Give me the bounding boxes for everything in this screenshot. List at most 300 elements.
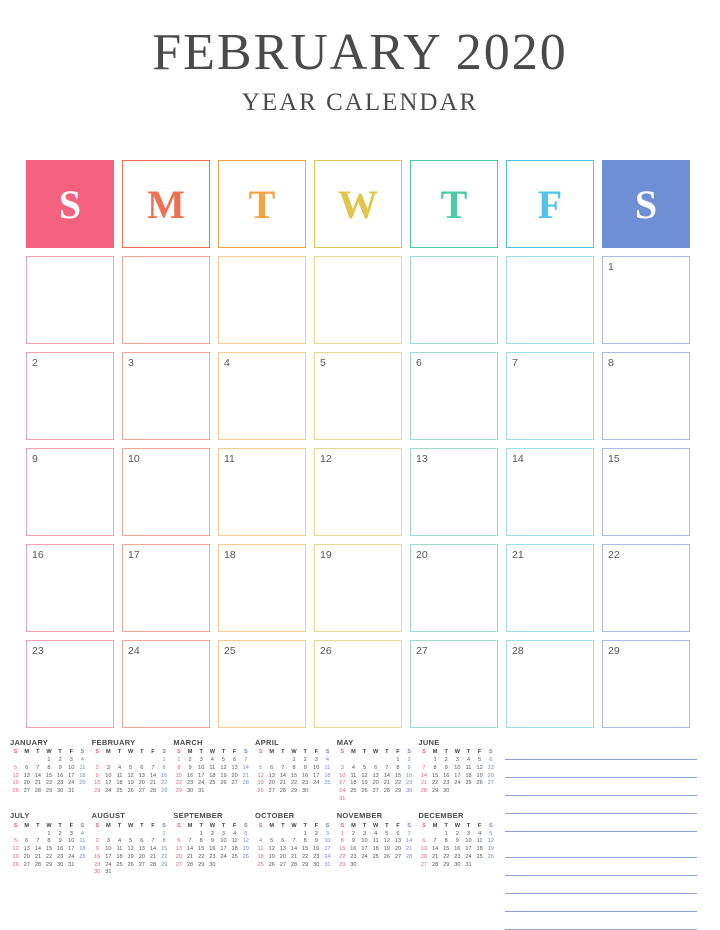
mini-day-30: 30: [443, 788, 450, 795]
mini-day-3: 3: [106, 838, 110, 845]
mini-weekday-header: T: [221, 822, 226, 829]
notes-group-two: [505, 840, 697, 930]
day-cell-14[interactable]: [506, 448, 594, 536]
mini-day-16: 16: [350, 846, 357, 853]
mini-day-19: 19: [487, 846, 494, 853]
mini-weekday-header: S: [258, 749, 263, 756]
mini-day-14: 14: [149, 846, 157, 853]
mini-day-30: 30: [57, 788, 64, 795]
mini-weekday-header: F: [314, 749, 318, 756]
month-grid: [26, 160, 694, 736]
day-cell-10[interactable]: [122, 448, 210, 536]
mini-weekday-header: S: [80, 822, 85, 829]
mini-month-table: [10, 749, 88, 796]
mini-weekday-header: W: [128, 749, 134, 756]
mini-weekday-header: S: [422, 749, 426, 756]
note-line[interactable]: [505, 778, 697, 796]
mini-day-17: 17: [313, 772, 320, 779]
mini-day-18: 18: [231, 846, 238, 853]
mini-day-9: 9: [188, 764, 192, 771]
day-cell-15[interactable]: [602, 448, 690, 536]
mini-day-11: 11: [372, 838, 379, 845]
mini-day-1: 1: [177, 757, 181, 764]
note-line[interactable]: [505, 796, 697, 814]
mini-day-empty: [125, 869, 136, 877]
mini-weekday-header: S: [95, 749, 100, 756]
day-number: 4: [224, 357, 230, 369]
mini-day-15: 15: [160, 846, 168, 853]
mini-day-15: 15: [175, 772, 183, 779]
mini-month-title: MAY: [336, 738, 354, 747]
mini-day-4: 4: [466, 757, 471, 764]
mini-day-31: 31: [68, 788, 75, 795]
mini-day-7: 7: [385, 764, 389, 771]
mini-day-7: 7: [36, 764, 40, 771]
mini-day-empty: [77, 861, 88, 869]
mini-day-3: 3: [466, 830, 471, 837]
day-cell-20[interactable]: [410, 544, 498, 632]
mini-day-13: 13: [175, 846, 183, 853]
mini-day-8: 8: [162, 838, 166, 845]
mini-day-empty: [103, 830, 114, 838]
day-cell-5[interactable]: [314, 352, 402, 440]
mini-week-row: [173, 765, 251, 773]
mini-day-30: 30: [57, 861, 64, 868]
mini-day-25: 25: [116, 861, 123, 868]
mini-day-18: 18: [209, 772, 216, 779]
day-cell-25[interactable]: [218, 640, 306, 728]
mini-day-1: 1: [47, 757, 51, 764]
mini-week-row: [337, 772, 415, 780]
mini-month-title: FEBRUARY: [91, 738, 136, 747]
mini-day-empty: [218, 861, 229, 869]
mini-day-27: 27: [138, 861, 145, 868]
day-number: 16: [32, 549, 44, 561]
mini-weekday-header: S: [407, 822, 411, 829]
mini-weekday-header: M: [351, 749, 356, 756]
mini-day-27: 27: [420, 861, 428, 868]
mini-day-9: 9: [58, 764, 62, 771]
weekday-header-thursday: T: [410, 160, 498, 248]
mini-day-empty: [229, 861, 240, 869]
mini-weekday-header: M: [269, 749, 275, 756]
mini-day-22: 22: [443, 853, 450, 860]
mini-day-7: 7: [151, 764, 155, 771]
note-line[interactable]: [505, 742, 697, 760]
mini-day-12: 12: [487, 838, 494, 845]
mini-day-14: 14: [34, 846, 41, 853]
mini-day-16: 16: [186, 772, 194, 779]
day-cell-empty[interactable]: [26, 256, 114, 344]
weekday-header-tuesday: T: [218, 160, 306, 248]
mini-week-row: [255, 765, 333, 773]
note-line[interactable]: [505, 840, 697, 858]
mini-day-empty: [359, 861, 370, 869]
mini-weekday-header: S: [325, 822, 330, 829]
day-cell-28[interactable]: [506, 640, 594, 728]
mini-month-table: [337, 749, 415, 803]
mini-months-section: [10, 738, 500, 877]
mini-week-row: [92, 830, 170, 838]
mini-day-9: 9: [303, 764, 307, 771]
mini-week-row: [92, 853, 170, 861]
mini-week-row: [337, 853, 415, 861]
mini-day-empty: [114, 757, 125, 765]
mini-month-december: [418, 811, 498, 876]
mini-weekday-header: W: [373, 749, 379, 756]
mini-day-29: 29: [45, 788, 53, 795]
mini-day-9: 9: [314, 838, 318, 845]
mini-day-11: 11: [324, 764, 331, 771]
mini-day-28: 28: [405, 853, 413, 860]
mini-day-24: 24: [361, 853, 368, 860]
mini-day-empty: [229, 788, 240, 796]
mini-month-header-row: [10, 749, 88, 757]
mini-day-8: 8: [47, 838, 51, 845]
mini-day-6: 6: [396, 830, 400, 837]
mini-day-22: 22: [431, 780, 439, 787]
mini-month-header-row: [173, 749, 251, 757]
mini-day-26: 26: [476, 780, 483, 787]
mini-month-header-row: [10, 822, 88, 830]
mini-day-10: 10: [105, 846, 112, 853]
mini-month-september: [173, 811, 253, 876]
mini-day-13: 13: [268, 772, 275, 779]
day-cell-23[interactable]: [26, 640, 114, 728]
notes-section: [505, 742, 697, 930]
mini-weekday-header: S: [95, 822, 100, 829]
mini-day-17: 17: [68, 846, 75, 853]
day-cell-9[interactable]: [26, 448, 114, 536]
mini-weekday-header: T: [36, 749, 40, 756]
mini-week-row: [255, 838, 333, 846]
mini-day-7: 7: [151, 838, 155, 845]
mini-month-table: [337, 822, 415, 869]
mini-day-30: 30: [313, 861, 320, 868]
mini-day-20: 20: [23, 853, 30, 860]
mini-day-empty: [370, 861, 381, 869]
mini-day-27: 27: [372, 788, 379, 795]
day-cell-29[interactable]: [602, 640, 690, 728]
day-cell-6[interactable]: [410, 352, 498, 440]
mini-weekday-header: M: [187, 749, 193, 756]
mini-day-1: 1: [396, 757, 400, 764]
mini-weekday-header: W: [291, 749, 297, 756]
note-line[interactable]: [505, 894, 697, 912]
mini-month-july: [10, 811, 90, 876]
mini-day-21: 21: [290, 853, 298, 860]
day-cell-26[interactable]: [314, 640, 402, 728]
mini-day-9: 9: [95, 772, 99, 779]
day-cell-19[interactable]: [314, 544, 402, 632]
mini-day-20: 20: [420, 853, 428, 860]
mini-week-row: [255, 853, 333, 861]
mini-day-3: 3: [69, 830, 73, 837]
mini-week-row: [337, 788, 415, 796]
mini-day-11: 11: [79, 764, 86, 771]
mini-week-row: [92, 765, 170, 773]
calendar-header: [0, 0, 720, 117]
mini-day-30: 30: [209, 861, 216, 868]
mini-day-27: 27: [175, 861, 183, 868]
mini-weekday-header: F: [396, 749, 400, 756]
mini-day-29: 29: [443, 861, 450, 868]
mini-day-empty: [337, 757, 348, 765]
mini-day-10: 10: [68, 764, 75, 771]
mini-day-21: 21: [242, 772, 249, 779]
day-cell-21[interactable]: [506, 544, 594, 632]
mini-weekday-header: S: [177, 822, 181, 829]
mini-day-28: 28: [279, 788, 286, 795]
mini-day-25: 25: [324, 780, 331, 787]
mini-month-header-row: [337, 749, 415, 757]
day-cell-24[interactable]: [122, 640, 210, 728]
mini-day-26: 26: [383, 853, 390, 860]
note-line[interactable]: [505, 876, 697, 894]
day-cell-17[interactable]: [122, 544, 210, 632]
mini-day-18: 18: [116, 780, 123, 787]
mini-week-row: [10, 772, 88, 780]
mini-day-1: 1: [340, 830, 344, 837]
mini-day-26: 26: [12, 861, 19, 868]
week-row: [26, 448, 694, 536]
mini-day-22: 22: [160, 780, 168, 787]
day-cell-12[interactable]: [314, 448, 402, 536]
day-cell-8[interactable]: [602, 352, 690, 440]
mini-week-row: [173, 838, 251, 846]
mini-weekday-header: T: [303, 822, 307, 829]
mini-day-12: 12: [268, 846, 275, 853]
day-cell-11[interactable]: [218, 448, 306, 536]
mini-weekday-header: T: [281, 822, 285, 829]
mini-week-row: [255, 757, 333, 765]
notes-group-one: [505, 742, 697, 832]
note-line[interactable]: [505, 912, 697, 930]
mini-day-25: 25: [465, 780, 472, 787]
mini-month-header-row: [418, 749, 496, 757]
mini-day-31: 31: [68, 861, 75, 868]
mini-day-19: 19: [127, 853, 134, 860]
mini-day-14: 14: [34, 772, 41, 779]
mini-day-6: 6: [25, 764, 29, 771]
mini-day-3: 3: [221, 830, 226, 837]
mini-day-2: 2: [95, 764, 99, 771]
mini-day-empty: [404, 796, 415, 804]
mini-day-empty: [485, 788, 496, 796]
mini-day-empty: [218, 788, 229, 796]
mini-week-row: [173, 861, 251, 869]
mini-day-31: 31: [465, 861, 472, 868]
mini-weekday-header: W: [373, 822, 379, 829]
mini-day-26: 26: [242, 853, 249, 860]
mini-day-8: 8: [433, 764, 437, 771]
mini-day-6: 6: [281, 838, 285, 845]
mini-weekday-header: T: [117, 822, 122, 829]
day-cell-22[interactable]: [602, 544, 690, 632]
mini-day-11: 11: [79, 838, 86, 845]
mini-day-16: 16: [57, 846, 64, 853]
mini-day-16: 16: [57, 772, 64, 779]
mini-day-7: 7: [281, 764, 285, 771]
mini-day-2: 2: [314, 830, 318, 837]
mini-day-19: 19: [268, 853, 275, 860]
mini-day-21: 21: [420, 780, 428, 787]
mini-weekday-header: T: [58, 749, 62, 756]
mini-day-31: 31: [324, 861, 331, 868]
mini-day-4: 4: [325, 757, 329, 764]
day-number: 15: [608, 453, 620, 465]
mini-day-empty: [392, 796, 403, 804]
mini-day-22: 22: [198, 853, 205, 860]
mini-day-24: 24: [68, 853, 75, 860]
mini-day-20: 20: [231, 772, 238, 779]
mini-week-row: [337, 780, 415, 788]
mini-month-june: [418, 738, 498, 803]
mini-day-21: 21: [383, 780, 390, 787]
note-line[interactable]: [505, 814, 697, 832]
mini-day-empty: [381, 757, 392, 765]
mini-day-22: 22: [160, 853, 168, 860]
mini-day-18: 18: [476, 846, 483, 853]
mini-day-10: 10: [105, 772, 112, 779]
day-number: 2: [32, 357, 38, 369]
mini-day-17: 17: [105, 780, 112, 787]
mini-week-row: [255, 830, 333, 838]
mini-weekday-header: M: [24, 749, 30, 756]
mini-week-row: [337, 796, 415, 804]
day-number: 20: [416, 549, 428, 561]
mini-day-4: 4: [117, 764, 122, 771]
mini-day-empty: [277, 830, 288, 838]
note-line[interactable]: [505, 760, 697, 778]
mini-day-9: 9: [407, 764, 411, 771]
mini-week-row: [255, 788, 333, 796]
mini-day-empty: [255, 830, 266, 838]
mini-weekday-header: F: [151, 749, 155, 756]
day-cell-empty[interactable]: [314, 256, 402, 344]
mini-day-empty: [418, 757, 429, 765]
day-cell-16[interactable]: [26, 544, 114, 632]
mini-day-14: 14: [405, 838, 413, 845]
mini-day-10: 10: [465, 838, 472, 845]
day-number: 18: [224, 549, 236, 561]
mini-day-24: 24: [339, 788, 346, 795]
day-cell-27[interactable]: [410, 640, 498, 728]
weekday-header-row: [26, 160, 694, 248]
mini-day-13: 13: [231, 764, 238, 771]
mini-day-empty: [159, 869, 170, 877]
mini-day-empty: [370, 796, 381, 804]
mini-day-25: 25: [209, 780, 216, 787]
mini-month-table: [10, 822, 88, 869]
mini-day-empty: [485, 861, 496, 869]
mini-day-empty: [381, 861, 392, 869]
mini-day-28: 28: [431, 861, 439, 868]
day-cell-18[interactable]: [218, 544, 306, 632]
mini-weekday-header: F: [477, 749, 482, 756]
mini-day-19: 19: [220, 772, 227, 779]
mini-weekday-header: S: [488, 749, 493, 756]
mini-day-18: 18: [372, 846, 379, 853]
mini-day-4: 4: [351, 764, 355, 771]
mini-day-7: 7: [422, 764, 426, 771]
mini-day-empty: [207, 788, 218, 796]
day-cell-3[interactable]: [122, 352, 210, 440]
day-cell-2[interactable]: [26, 352, 114, 440]
mini-day-empty: [103, 757, 114, 765]
mini-day-21: 21: [34, 780, 41, 787]
mini-day-28: 28: [242, 780, 249, 787]
mini-week-row: [10, 765, 88, 773]
mini-day-19: 19: [242, 846, 249, 853]
mini-month-title: JULY: [10, 811, 30, 821]
day-cell-7[interactable]: [506, 352, 594, 440]
mini-weekday-header: T: [221, 749, 226, 756]
mini-day-28: 28: [420, 788, 428, 795]
day-cell-empty[interactable]: [218, 256, 306, 344]
mini-day-26: 26: [268, 861, 275, 868]
mini-day-14: 14: [420, 772, 428, 779]
mini-day-empty: [114, 869, 125, 877]
mini-weekday-header: T: [199, 749, 203, 756]
mini-day-31: 31: [198, 788, 205, 795]
mini-day-6: 6: [422, 838, 426, 845]
mini-day-29: 29: [160, 861, 168, 868]
mini-weekday-header: T: [281, 749, 285, 756]
day-cell-empty[interactable]: [506, 256, 594, 344]
day-number: 26: [320, 645, 332, 657]
mini-day-4: 4: [80, 830, 84, 837]
mini-week-row: [10, 853, 88, 861]
mini-month-header-row: [418, 822, 496, 830]
mini-weekday-header: M: [269, 822, 275, 829]
mini-day-23: 23: [209, 853, 216, 860]
day-number: 17: [128, 549, 140, 561]
mini-day-30: 30: [94, 869, 101, 876]
mini-month-title: SEPTEMBER: [173, 811, 223, 821]
mini-week-row: [92, 838, 170, 846]
mini-day-11: 11: [116, 846, 123, 853]
mini-day-18: 18: [324, 772, 331, 779]
mini-day-1: 1: [433, 757, 437, 764]
day-cell-1[interactable]: [602, 256, 690, 344]
mini-week-row: [92, 788, 170, 796]
mini-weekday-header: S: [422, 822, 426, 829]
mini-weekday-header: S: [488, 822, 493, 829]
mini-weekday-header: W: [209, 822, 215, 829]
mini-weekday-header: W: [46, 822, 52, 829]
day-cell-empty[interactable]: [410, 256, 498, 344]
mini-day-empty: [348, 796, 359, 804]
mini-weekday-header: W: [454, 749, 460, 756]
mini-day-3: 3: [314, 757, 318, 764]
mini-month-title: APRIL: [255, 738, 280, 747]
day-cell-13[interactable]: [410, 448, 498, 536]
notes-gap: [505, 832, 697, 840]
mini-month-title: DECEMBER: [418, 811, 464, 821]
day-cell-empty[interactable]: [122, 256, 210, 344]
mini-day-22: 22: [175, 780, 183, 787]
mini-day-4: 4: [233, 830, 237, 837]
mini-day-5: 5: [270, 838, 274, 845]
mini-day-12: 12: [476, 764, 483, 771]
mini-weekday-header: F: [151, 822, 155, 829]
note-line[interactable]: [505, 858, 697, 876]
mini-day-23: 23: [405, 780, 413, 787]
day-cell-4[interactable]: [218, 352, 306, 440]
mini-day-29: 29: [339, 861, 346, 868]
mini-weekday-header: S: [162, 749, 166, 756]
